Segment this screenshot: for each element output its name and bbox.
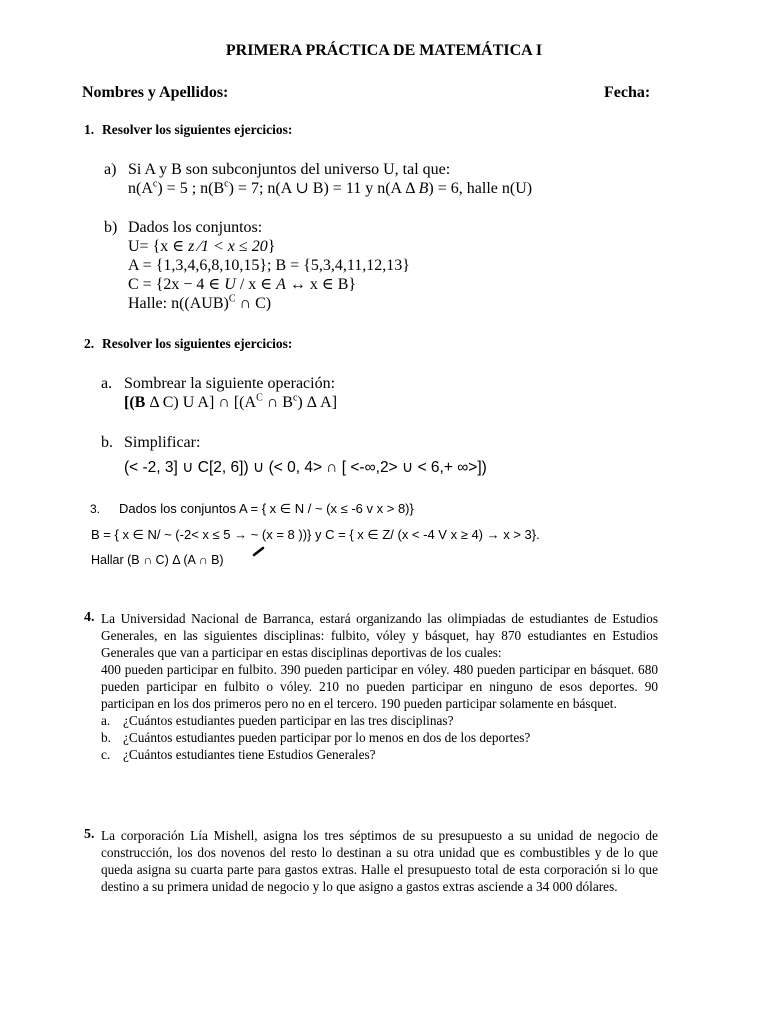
section-3-line2: B = { x ∈ N/ ~ (-2< x ≤ 5 → ~ (x = 8 ))} y C = { x ∈ Z/ (x < -4 V x ≥ 4) → x > 3}. [91, 527, 540, 542]
question-a [101, 712, 658, 729]
exercise-1b-line4: C = {2x − 4 ∈ U / x ∈ A ↔ x ∈ B} [128, 276, 357, 293]
question-label: a. [101, 713, 111, 728]
exercise-2a-line2: [(B Δ C) U A] ∩ [($A^C$ ∩ $B^c$) Δ A] [124, 392, 338, 411]
section-4-number: 4. [84, 610, 95, 625]
exercise-2a-statement [124, 374, 337, 412]
exercise-2a-line1: Sombrear la siguiente operación: [124, 375, 336, 392]
section-5-paragraph: La corporación Lía Mishell, asigna los tres séptimos de su presupuesto a su unidad de negocio de construcción, los dos novenos del resto lo destinan a su otra unidad que es combustibles y de lo que queda asigna su cuarta parte para gastos extras. Halle el presupuesto total de esta corporación si lo que destino a su primera unidad de negocio y lo que asigno a gastos extras asciende a 34 000 dólares. [101, 828, 658, 894]
page-title: PRIMERA PRÁCTICA DE MATEMÁTICA I [225, 42, 543, 59]
section-1-number: 1. [84, 122, 95, 137]
section-3-number: 3. [90, 502, 101, 516]
question-text: ¿Cuántos estudiantes pueden participar por lo menos en dos de los deportes? [123, 730, 531, 745]
exercise-2b-label: b. [101, 434, 113, 451]
question-text: ¿Cuántos estudiantes pueden participar en las tres disciplinas? [123, 713, 454, 728]
question-label: b. [101, 730, 111, 745]
exercise-1b-line3: A = {1,3,4,6,8,10,15}; B = {5,3,4,11,12,13} [128, 257, 410, 274]
section-1-heading: Resolver los siguientes ejercicios: [102, 122, 293, 137]
question-c [101, 746, 658, 763]
exercise-1a-line1: Si A y B son subconjuntos del universo U, tal que: [128, 161, 451, 178]
question-b [101, 729, 658, 746]
exercise-1b-line5: Halle: n((AUB)$^C$ ∩ C) [128, 293, 272, 312]
section-5-number: 5. [84, 827, 95, 842]
question-label: c. [101, 747, 111, 762]
exercise-1a-line2: $n(A^c) = 5$ ; $n(B^c) = 7$; n(A ∪ B) = 11 y n(A Δ B) = 6, halle n(U) [128, 178, 533, 197]
exercise-1b-line1: Dados los conjuntos: [128, 219, 263, 236]
exercise-2a-label: a. [101, 375, 113, 392]
date-label: Fecha: [604, 84, 651, 101]
section-4-paragraph: La Universidad Nacional de Barranca, estará organizando las olimpiadas de estudiantes de Estudios Generales, en las siguientes disciplinas: fulbito, vóley y básquet, hay 870 estudiantes en Estudios Generales que van a participar en estas disciplinas deportivas de los cuales: [101, 611, 658, 660]
section-4-paragraph-2: 400 pueden participar en fulbito. 390 pueden participar en vóley. 480 pueden participar en básquet. 680 pueden participar en fulbito o vóley. 210 no pueden participar en ninguno de esos deportes. 90 participan en los dos primeros pero no en el tercero. 190 pueden participar solamente en básquet. [101, 662, 658, 711]
names-label: Nombres y Apellidos: [82, 84, 229, 101]
section-3-line1: Dados los conjuntos A = { x ∈ N / ~ (x ≤ -6 v x > 8)} [119, 501, 414, 516]
exercise-2b-line1: Simplificar: [124, 434, 201, 451]
exercise-1b-statement [128, 218, 410, 313]
exercise-2b-expression: (< -2, 3] ∪ C[2, 6]) ∪ (< 0, 4> ∩ [ <-∞,2> ∪ < 6,+ ∞>]) [124, 459, 487, 476]
exercise-1b-line2: U= {x ∈ z ∕1 < x ≤ 20} [128, 238, 276, 255]
pen-mark [252, 545, 266, 557]
exercise-1b-label: b) [104, 219, 118, 236]
section-3-line3: Hallar (B ∩ C) Δ (A ∩ B) [91, 553, 224, 567]
exercise-1a-statement [128, 160, 532, 198]
exercise-1a-label: a) [104, 161, 117, 178]
question-text: ¿Cuántos estudiantes tiene Estudios Generales? [123, 747, 376, 762]
section-2-heading: Resolver los siguientes ejercicios: [102, 336, 293, 351]
section-2-number: 2. [84, 336, 95, 351]
section-4-text [101, 610, 658, 763]
